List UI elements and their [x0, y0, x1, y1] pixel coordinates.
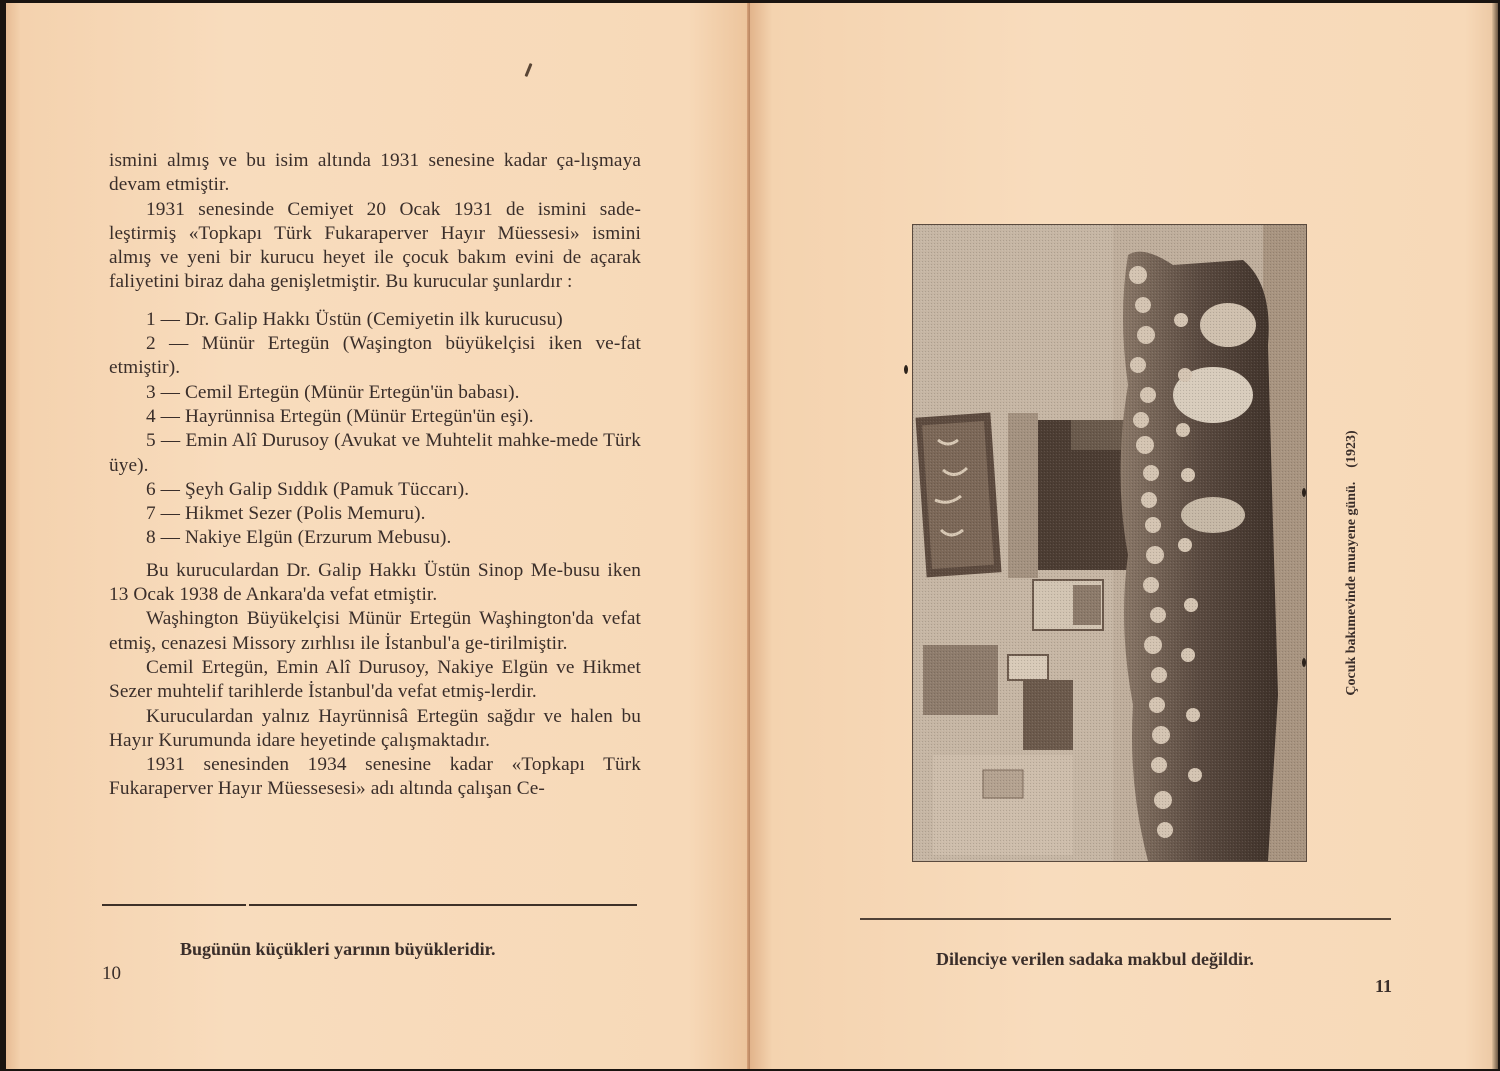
paragraph: Cemil Ertegün, Emin Alî Durusoy, Nakiye Elgün ve Hikmet Sezer muhtelif tarihlerde İstanbul'da vefat etmiş-lerdir. — [109, 656, 641, 703]
paragraph: Kuruculardan yalnız Hayrünnisâ Ertegün sağdır ve halen bu Hayır Kurumunda idare heyetinde çalışmaktadır. — [109, 705, 641, 751]
founder-item: 2 — Münür Ertegün (Waşington büyükelçisi iken ve-fat etmiştir). — [109, 333, 641, 379]
page-number: 10 — [102, 963, 121, 984]
founder-item: 8 — Nakiye Elgün (Erzurum Mebusu). — [146, 527, 452, 549]
photo-caption — [1344, 430, 1360, 695]
book-spread — [6, 3, 1498, 1069]
founder-item: 7 — Hikmet Sezer (Polis Memuru). — [146, 503, 426, 525]
footer-rule — [102, 904, 637, 906]
paragraph: 1931 senesinde Cemiyet 20 Ocak 1931 de ismini sade-leştirmiş «Topkapı Türk Fukaraperver Hayır Müessesi» ismini almış ve yeni bir kurucu heyet ile çocuk bakım evini de açarak faliyetini biraz daha genişletmiştir. Bu kurucular şunlardır : — [109, 198, 641, 293]
caption-year: (1923) — [1344, 430, 1359, 468]
page-right-edge — [1492, 3, 1498, 1069]
paragraph: Bu kuruculardan Dr. Galip Hakkı Üstün Sinop Me-busu iken 13 Ocak 1938 de Ankara'da vefat etmiştir. — [109, 559, 641, 606]
stray-ink-mark — [524, 63, 532, 77]
footer-motto: Dilenciye verilen sadaka makbul değildir. — [936, 949, 1254, 969]
paragraph: Waşhington Büyükelçisi Münür Ertegün Waşhington'da vefat etmiş, cenazesi Missory zırhlısı ile İstanbul'a ge-tirilmiştir. — [109, 608, 641, 654]
left-page — [6, 3, 748, 1069]
group-photo — [913, 225, 1306, 861]
paragraph: 1931 senesinden 1934 senesine kadar «Topkapı Türk Fukaraperver Hayır Müessesesi» adı altında çalışan Ce- — [109, 754, 641, 800]
founder-item: 6 — Şeyh Galip Sıddık (Pamuk Tüccarı). — [146, 478, 470, 500]
founders-list — [109, 308, 641, 551]
caption-text: Çocuk bakımevinde muayene günü. — [1344, 481, 1359, 696]
margin-mark — [1302, 658, 1306, 667]
founder-item: 3 — Cemil Ertegün (Münür Ertegün'ün babası). — [146, 381, 520, 403]
margin-mark — [904, 365, 908, 374]
body-text — [109, 149, 641, 802]
margin-mark — [1302, 488, 1306, 497]
founder-item: 5 — Emin Alî Durusoy (Avukat ve Muhtelit mahke-mede Türk üye). — [109, 430, 641, 476]
photo-illustration — [913, 225, 1306, 861]
page-number: 11 — [1375, 976, 1393, 996]
footer-rule — [860, 918, 1391, 920]
footer-motto: Bugünün küçükleri yarının büyükleridir. — [180, 939, 496, 959]
paragraph: ismini almış ve bu isim altında 1931 senesine kadar ça-lışmaya devam etmiştir. — [109, 150, 641, 196]
founder-item: 4 — Hayrünnisa Ertegün (Münür Ertegün'ün eşi). — [146, 405, 534, 427]
founder-item: 1 — Dr. Galip Hakkı Üstün (Cemiyetin ilk kurucusu) — [146, 308, 563, 330]
